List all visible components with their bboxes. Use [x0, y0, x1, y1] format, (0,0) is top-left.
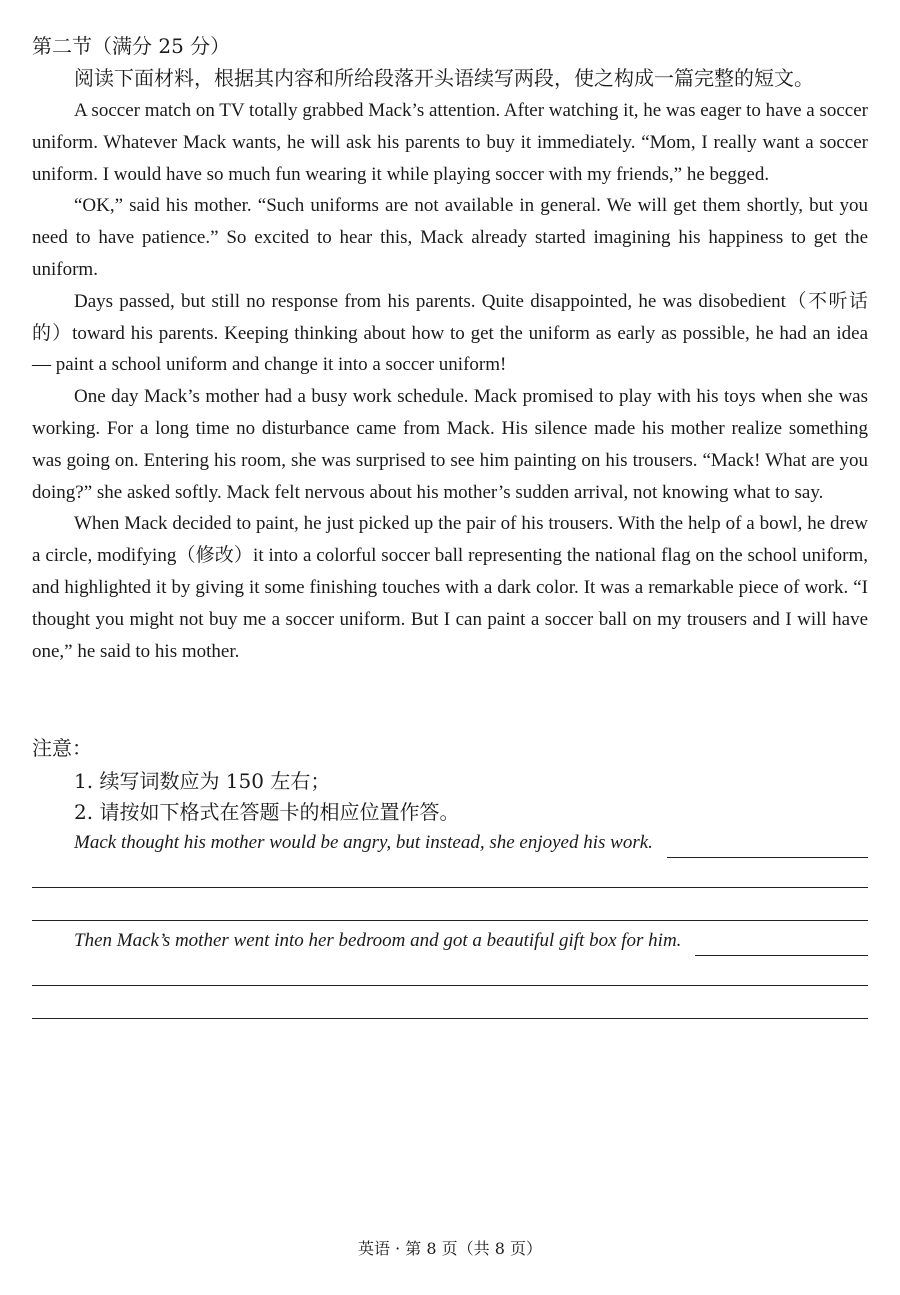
- notes-heading: 注意：: [32, 736, 92, 760]
- answer-line[interactable]: [32, 887, 868, 888]
- note-item-answer-format: 2. 请按如下格式在答题卡的相应位置作答。: [74, 800, 460, 824]
- page-footer: 英语 · 第 8 页（共 8 页）: [358, 1239, 542, 1258]
- passage-paragraph-4: One day Mack’s mother had a busy work schedule. Mack promised to play with his toys when she was working. For a long time no disturbance came from Mack. His silence made his mother realize something was going on. Entering his room, she was surprised to see him painting on his trousers. “Mack! What are you doing?” she asked softly. Mack felt nervous about his mother’s sudden arrival, not knowing what to say.: [32, 386, 868, 503]
- instruction-text: 阅读下面材料，根据其内容和所给段落开头语续写两段，使之构成一篇完整的短文。: [74, 66, 814, 90]
- section-title: 第二节（满分 25 分）: [32, 34, 231, 58]
- answer-line[interactable]: [32, 1018, 868, 1019]
- passage-paragraph-2: “OK,” said his mother. “Such uniforms are not available in general. We will get them shortly, but you need to have patience.” So excited to hear this, Mack already started imagining his happiness to get the uniform.: [32, 195, 868, 280]
- answer-line[interactable]: [32, 920, 868, 921]
- continuation-prompt-1: [74, 828, 868, 858]
- passage-paragraph-3: Days passed, but still no response from his parents. Quite disappointed, he was disobedient（不听话的）toward his parents. Keeping thinking about how to get the uniform as early as possible, he had an idea — paint a school uniform and change it into a soccer uniform!: [32, 290, 868, 376]
- prompt-2-blank[interactable]: [695, 931, 868, 956]
- prompt-2-text: Then Mack’s mother went into her bedroom and got a beautiful gift box for him.: [74, 930, 682, 951]
- passage-paragraph-5: When Mack decided to paint, he just picked up the pair of his trousers. With the help of a bowl, he drew a circle, modifying（修改）it into a colorful soccer ball representing the national flag on the school uniform, and highlighted it by giving it some finishing touches with a dark color. It was a remarkable piece of work. “I thought you might not buy me a soccer uniform. But I can paint a soccer ball on my trousers and I will have one,” he said to his mother.: [32, 513, 868, 662]
- prompt-1-text: Mack thought his mother would be angry, but instead, she enjoyed his work.: [74, 832, 653, 853]
- answer-line[interactable]: [32, 985, 868, 986]
- note-item-word-count: 1. 续写词数应为 150 左右；: [74, 769, 331, 793]
- passage-paragraph-1: A soccer match on TV totally grabbed Mack’s attention. After watching it, he was eager to have a soccer uniform. Whatever Mack wants, he will ask his parents to buy it immediately. “Mom, I really want a soccer uniform. I would have so much fun wearing it while playing soccer with my friends,” he begged.: [32, 100, 868, 185]
- prompt-1-blank[interactable]: [667, 833, 868, 858]
- reading-passage: [32, 95, 868, 667]
- continuation-prompt-2: [74, 926, 868, 956]
